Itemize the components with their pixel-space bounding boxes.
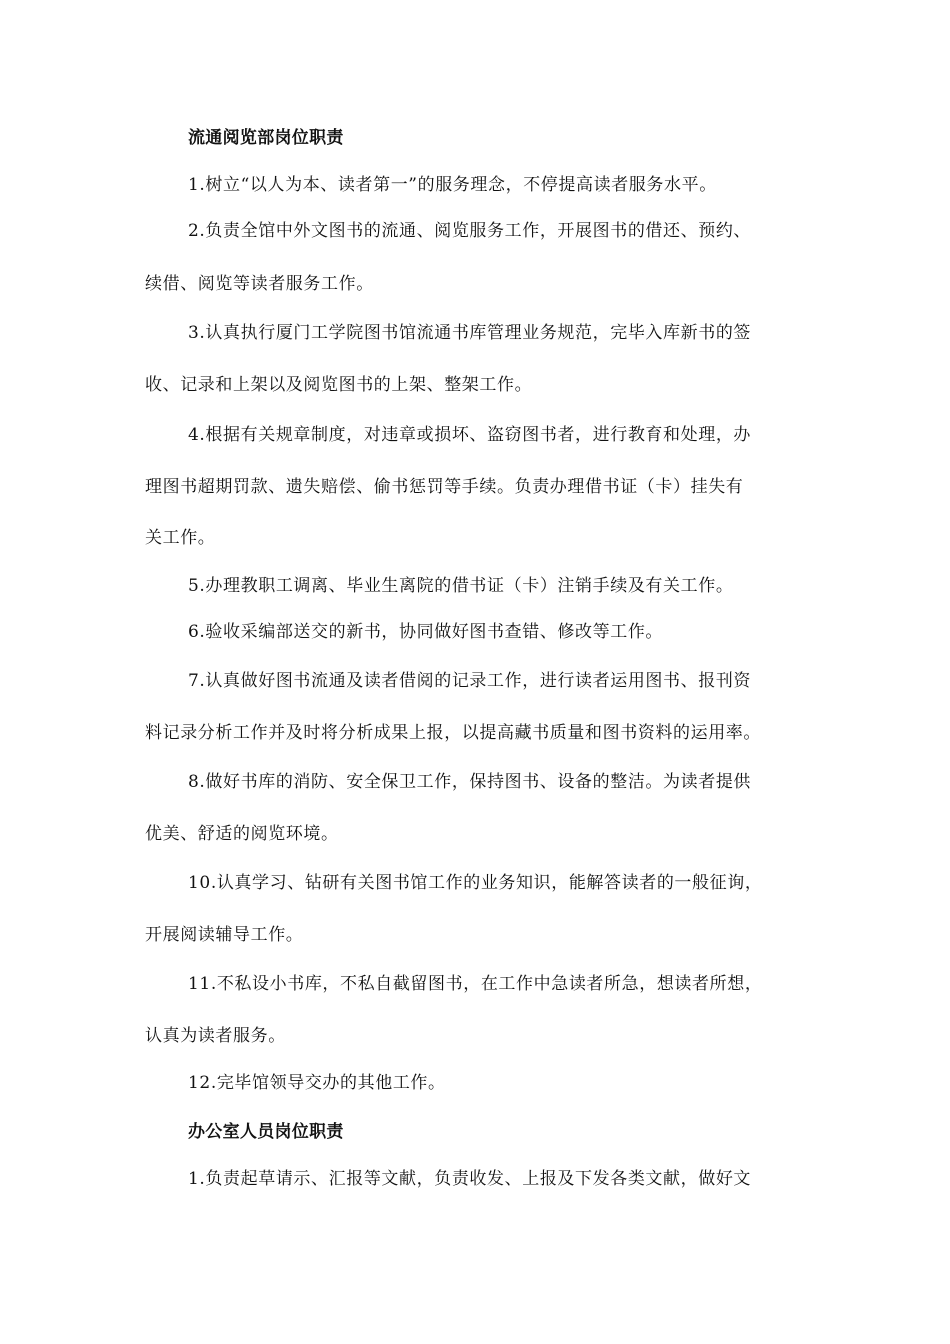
paragraph-line: 10.认真学习、钻研有关图书馆工作的业务知识，能解答读者的一般征询，: [188, 873, 763, 893]
paragraph-line: 续借、阅览等读者服务工作。: [145, 274, 374, 294]
paragraph-line: 理图书超期罚款、遗失赔偿、偷书惩罚等手续。负责办理借书证（卡）挂失有: [145, 477, 744, 497]
paragraph-line: 收、记录和上架以及阅览图书的上架、整架工作。: [145, 375, 533, 395]
paragraph-line: 6.验收采编部送交的新书，协同做好图书查错、修改等工作。: [188, 622, 664, 642]
paragraph-line: 2.负责全馆中外文图书的流通、阅览服务工作，开展图书的借还、预约、: [188, 221, 752, 241]
paragraph-line: 认真为读者服务。: [145, 1026, 286, 1046]
paragraph-line: 12.完毕馆领导交办的其他工作。: [188, 1073, 446, 1093]
section-title-circulation: 流通阅览部岗位职责: [188, 128, 344, 148]
paragraph-line: 优美、舒适的阅览环境。: [145, 824, 339, 844]
paragraph-line: 1.树立“以人为本、读者第一”的服务理念，不停提高读者服务水平。: [188, 175, 717, 195]
paragraph-line: 5.办理教职工调离、毕业生离院的借书证（卡）注销手续及有关工作。: [188, 576, 734, 596]
section-title-office: 办公室人员岗位职责: [188, 1122, 344, 1142]
paragraph-line: 8.做好书库的消防、安全保卫工作，保持图书、设备的整洁。为读者提供: [188, 772, 752, 792]
paragraph-line: 1.负责起草请示、汇报等文献，负责收发、上报及下发各类文献，做好文: [188, 1169, 752, 1189]
paragraph-line: 4.根据有关规章制度，对违章或损坏、盗窃图书者，进行教育和处理，办: [188, 425, 752, 445]
paragraph-line: 11.不私设小书库，不私自截留图书，在工作中急读者所急，想读者所想，: [188, 974, 763, 994]
paragraph-line: 关工作。: [145, 528, 216, 548]
paragraph-line: 3.认真执行厦门工学院图书馆流通书库管理业务规范，完毕入库新书的签: [188, 323, 752, 343]
paragraph-line: 7.认真做好图书流通及读者借阅的记录工作，进行读者运用图书、报刊资: [188, 671, 752, 691]
paragraph-line: 料记录分析工作并及时将分析成果上报，以提高藏书质量和图书资料的运用率。: [145, 723, 761, 743]
paragraph-line: 开展阅读辅导工作。: [145, 925, 304, 945]
